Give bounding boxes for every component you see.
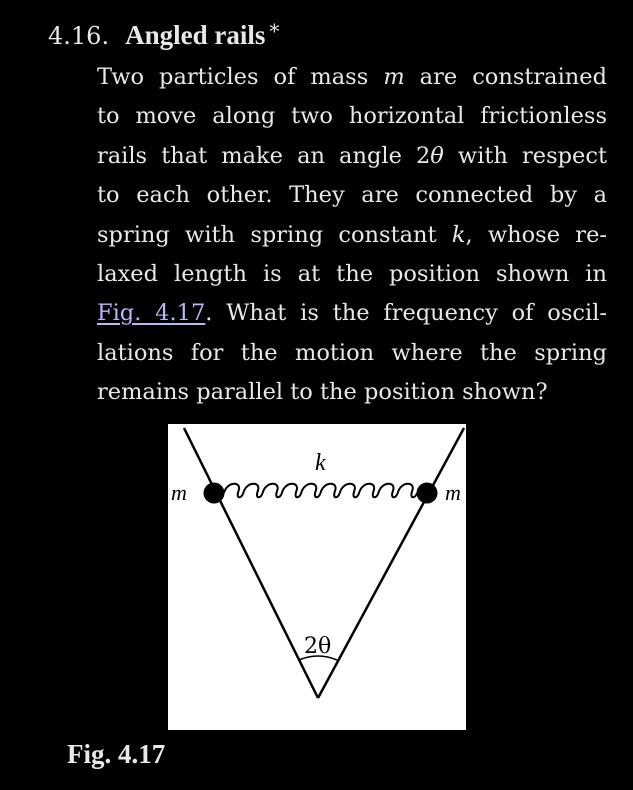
statement-line-6: laxed length is at the position shown in <box>97 261 607 288</box>
left-rail <box>184 428 318 698</box>
problem-heading <box>48 14 279 53</box>
statement-line-3: rails that make an angle 2θ with respect <box>97 142 607 169</box>
mass-left-label: m <box>171 480 187 505</box>
mass-right <box>417 483 438 504</box>
spring <box>224 484 417 498</box>
figure-caption: Fig. 4.17 <box>67 739 166 769</box>
statement-line-4: to each other. They are connected by a <box>97 182 607 209</box>
right-rail <box>318 428 464 698</box>
statement-line-9: remains parallel to the position shown? <box>97 379 548 406</box>
angle-label: 2θ <box>304 634 332 659</box>
difficulty-star: * <box>269 19 280 43</box>
statement-line-2: to move along two horizontal frictionless <box>97 103 607 130</box>
theta-variable: θ <box>430 142 444 169</box>
spring-constant-variable: k <box>451 221 466 248</box>
problem-title: Angled rails <box>125 20 266 50</box>
statement-line-8: lations for the motion where the spring <box>97 339 607 366</box>
mass-left <box>204 483 225 504</box>
problem-statement <box>97 58 607 413</box>
figure-diagram <box>168 424 466 730</box>
statement-line-7: Fig. 4.17. What is the frequency of oscil- <box>97 300 607 327</box>
statement-line-1: Two particles of mass m are constrained <box>97 64 607 90</box>
angled-rails-figure <box>168 424 466 730</box>
problem-number: 4.16. <box>48 22 110 50</box>
statement-line-5: spring with spring constant k, whose re- <box>97 221 607 248</box>
mass-right-label: m <box>445 480 461 505</box>
spring-label: k <box>315 450 326 476</box>
figure-link[interactable]: Fig. 4.17 <box>97 300 206 327</box>
mass-variable: m <box>383 64 405 90</box>
